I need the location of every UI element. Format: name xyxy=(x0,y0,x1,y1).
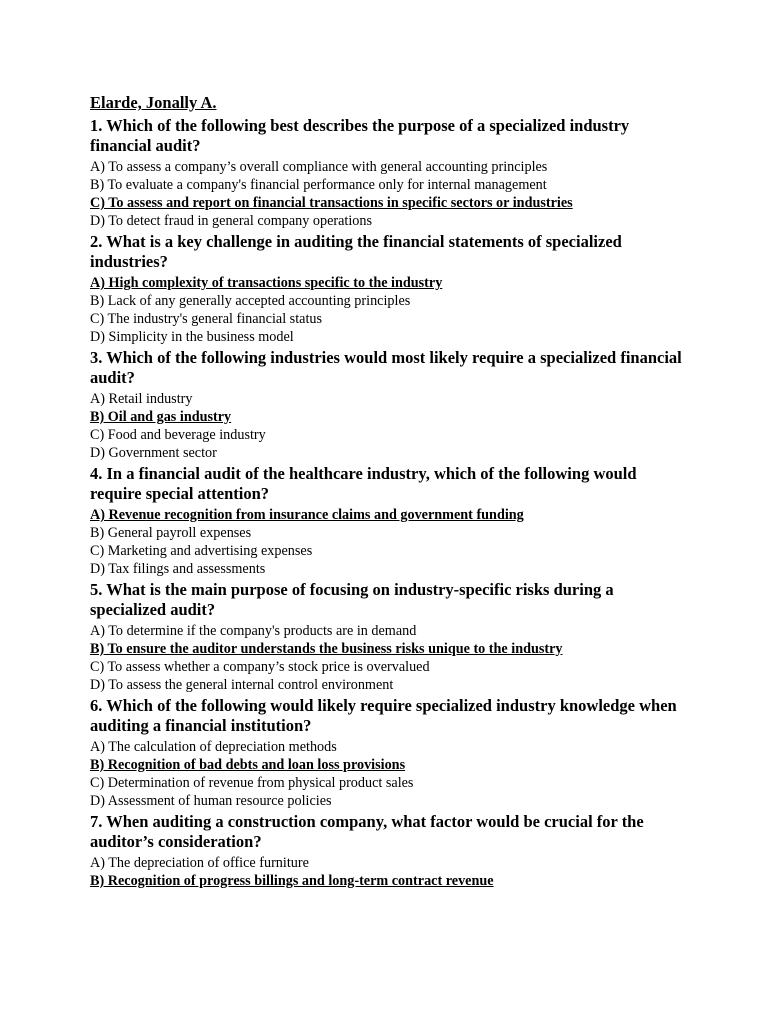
answer-option: A) The depreciation of office furniture xyxy=(90,855,309,871)
answer-option: D) Simplicity in the business model xyxy=(90,329,294,345)
question-block xyxy=(90,348,690,464)
question-text: 3. Which of the following industries would most likely require a specialized financial audit? xyxy=(90,348,682,387)
author-name: Elarde, Jonally A. xyxy=(90,93,217,112)
answer-option: B) General payroll expenses xyxy=(90,525,252,541)
question-text: 4. In a financial audit of the healthcare industry, which of the following would require special attention? xyxy=(90,464,637,503)
answer-option: B) Lack of any generally accepted accounting principles xyxy=(90,293,411,309)
answer-option-correct: B) Recognition of progress billings and long-term contract revenue xyxy=(90,873,494,889)
answer-option: C) The industry's general financial status xyxy=(90,311,322,327)
question-block xyxy=(90,812,690,892)
answer-option-correct: A) Revenue recognition from insurance claims and government funding xyxy=(90,507,524,523)
answer-option-correct: A) High complexity of transactions specific to the industry xyxy=(90,275,443,291)
question-text: 1. Which of the following best describes the purpose of a specialized industry financial audit? xyxy=(90,116,630,155)
answer-option: D) Government sector xyxy=(90,445,217,461)
answer-option: B) To evaluate a company's financial performance only for internal management xyxy=(90,177,547,193)
answer-option: C) Food and beverage industry xyxy=(90,427,266,443)
answer-option-correct: B) Recognition of bad debts and loan loss provisions xyxy=(90,757,406,773)
answer-option-correct: B) To ensure the auditor understands the business risks unique to the industry xyxy=(90,641,563,657)
answer-option: A) The calculation of depreciation methods xyxy=(90,739,337,755)
question-block xyxy=(90,232,690,348)
question-block xyxy=(90,116,690,232)
question-list xyxy=(90,116,690,892)
question-text: 5. What is the main purpose of focusing on industry-specific risks during a specialized audit? xyxy=(90,580,614,619)
question-text: 7. When auditing a construction company, what factor would be crucial for the auditor’s consideration? xyxy=(90,812,644,851)
document-page xyxy=(90,93,690,892)
question-text: 2. What is a key challenge in auditing the financial statements of specialized industries? xyxy=(90,232,622,271)
answer-option: D) Tax filings and assessments xyxy=(90,561,266,577)
question-block xyxy=(90,580,690,696)
answer-option: C) Determination of revenue from physical product sales xyxy=(90,775,414,791)
answer-option: D) Assessment of human resource policies xyxy=(90,793,332,809)
answer-option: D) To detect fraud in general company operations xyxy=(90,213,372,229)
answer-option-correct: B) Oil and gas industry xyxy=(90,409,232,425)
answer-option-correct: C) To assess and report on financial transactions in specific sectors or industries xyxy=(90,195,573,211)
question-text: 6. Which of the following would likely require specialized industry knowledge when auditing a financial institution? xyxy=(90,696,677,735)
question-block xyxy=(90,464,690,580)
question-block xyxy=(90,696,690,812)
answer-option: D) To assess the general internal control environment xyxy=(90,677,394,693)
answer-option: A) Retail industry xyxy=(90,391,193,407)
answer-option: C) To assess whether a company’s stock price is overvalued xyxy=(90,659,430,675)
answer-option: C) Marketing and advertising expenses xyxy=(90,543,313,559)
answer-option: A) To assess a company’s overall compliance with general accounting principles xyxy=(90,159,548,175)
answer-option: A) To determine if the company's products are in demand xyxy=(90,623,417,639)
